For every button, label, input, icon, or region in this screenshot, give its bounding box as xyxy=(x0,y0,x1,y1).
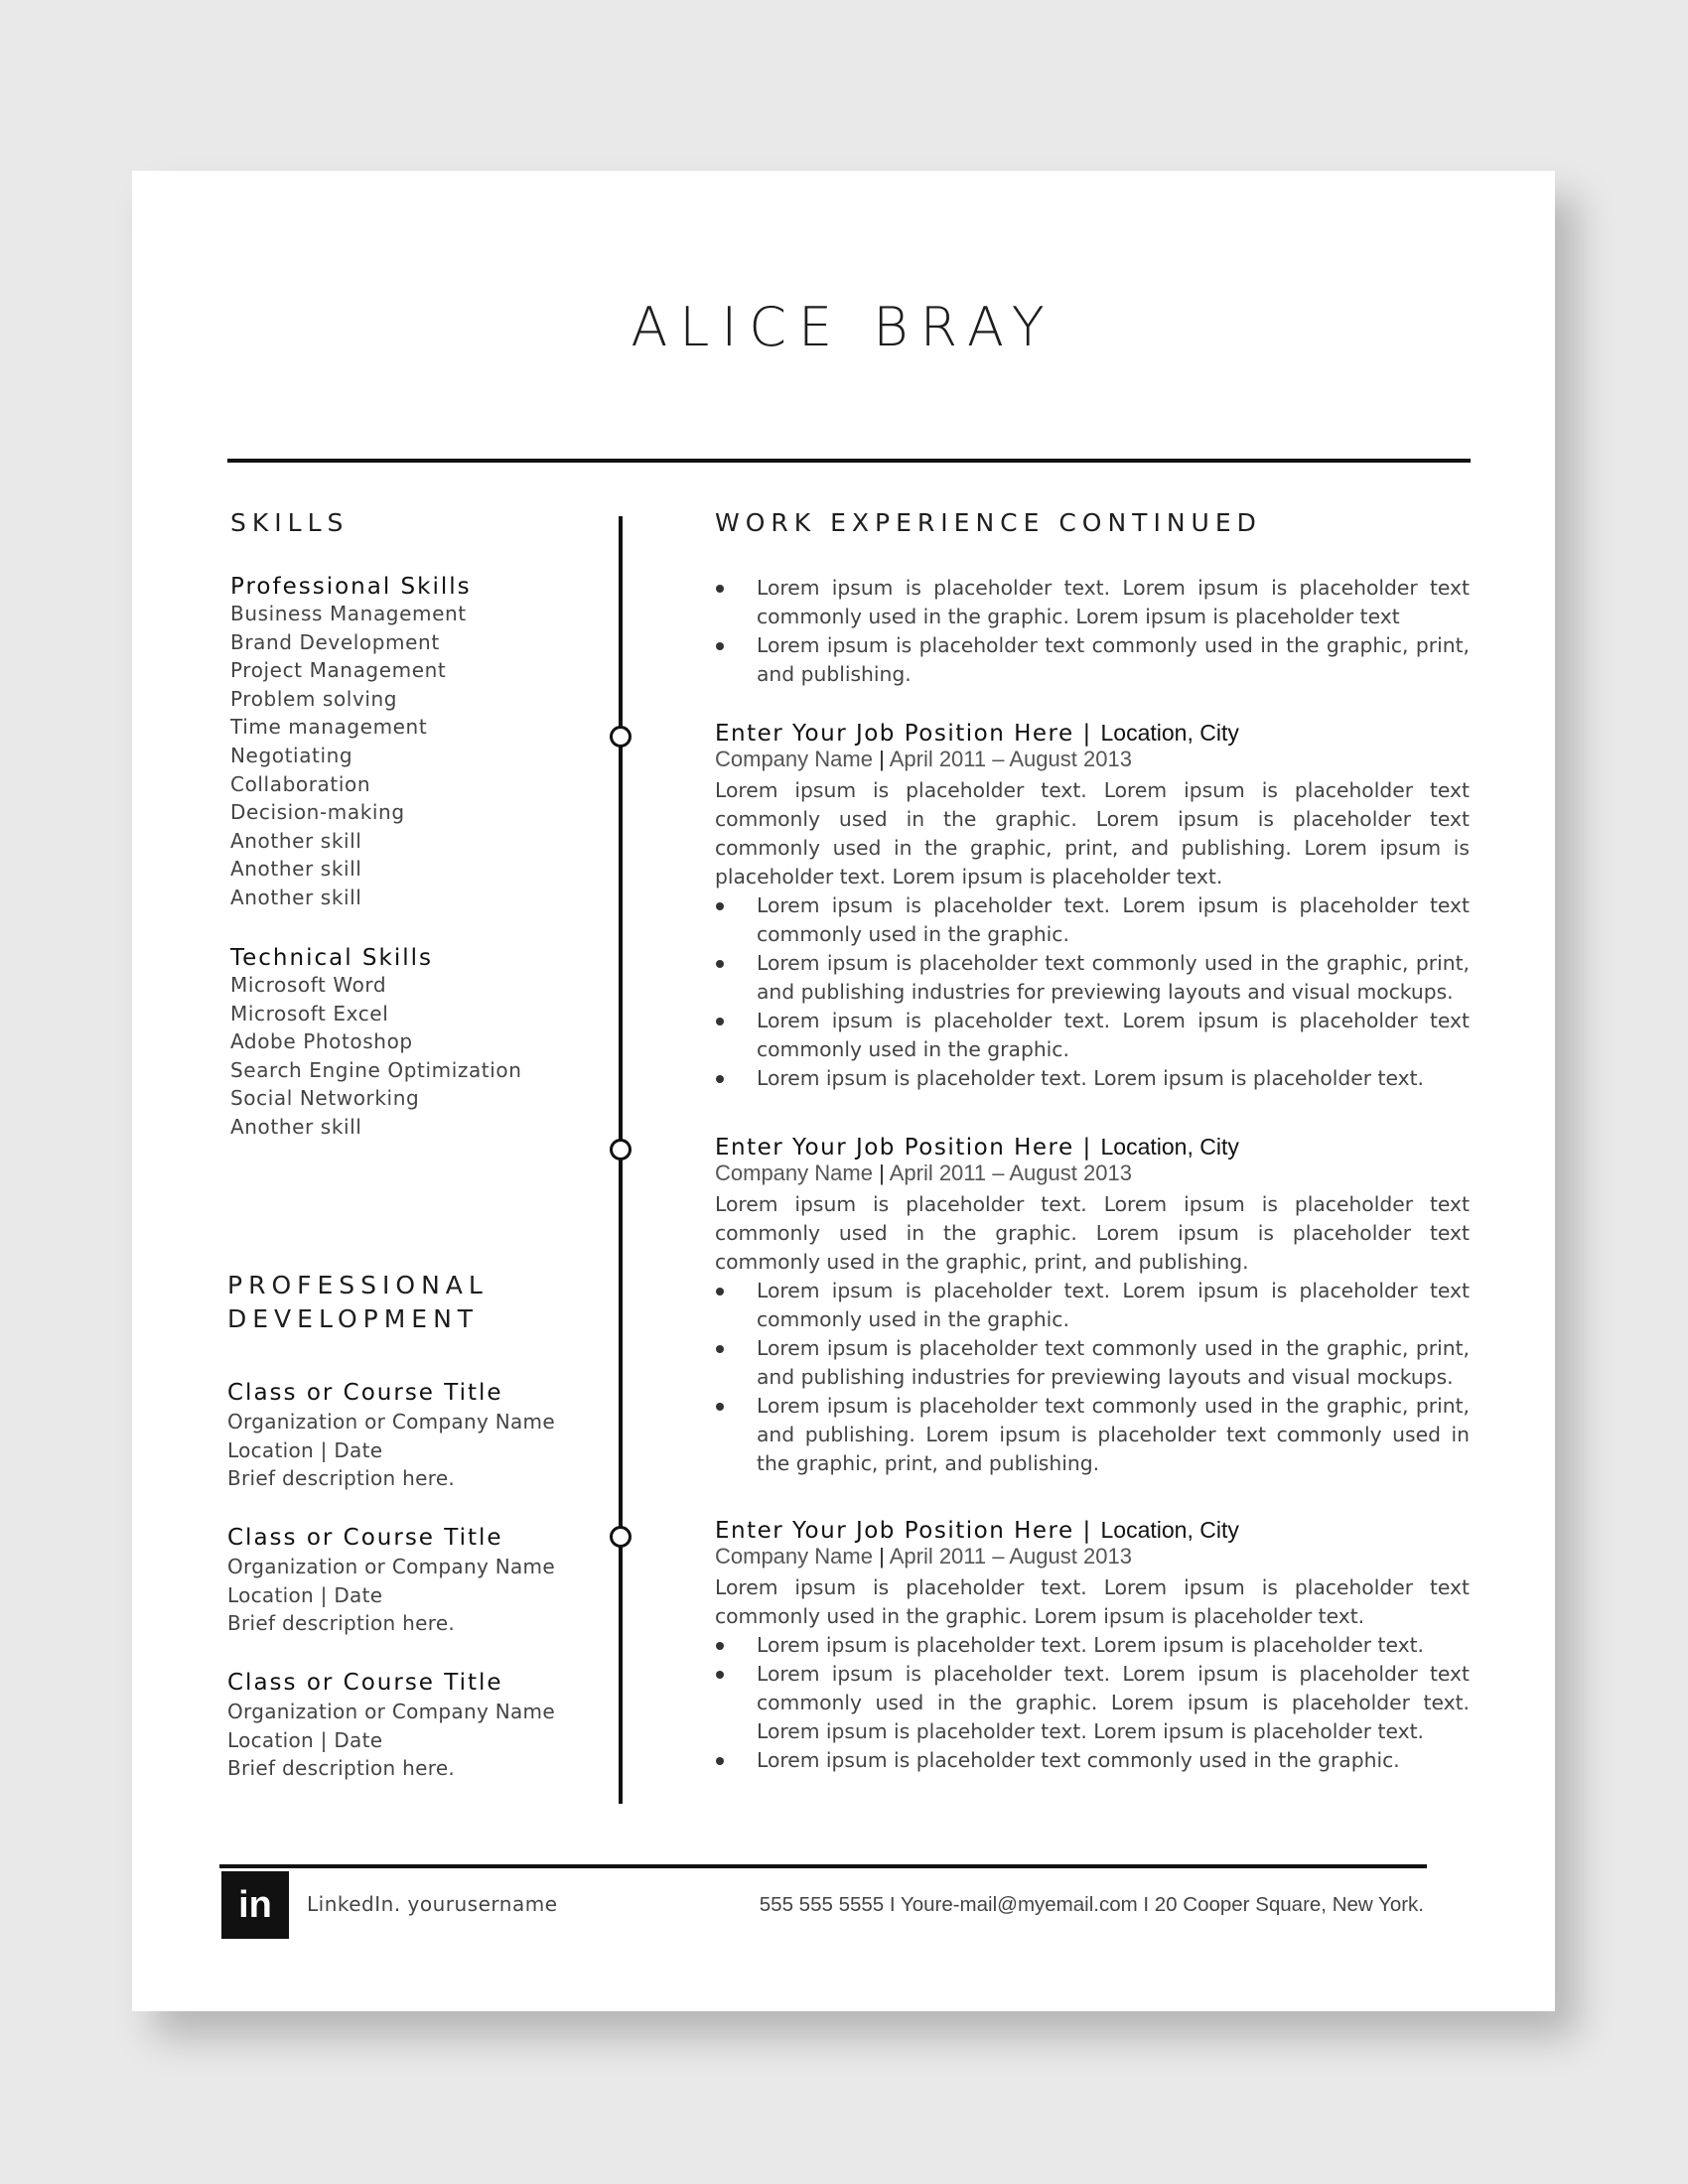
bullet-item: Lorem ipsum is placeholder text. Lorem ipsum is placeholder text commonly used in the graphic. xyxy=(715,1277,1470,1334)
skill-item: Collaboration xyxy=(230,771,371,796)
bullet-item: Lorem ipsum is placeholder text. Lorem ipsum is placeholder text. xyxy=(715,1064,1470,1093)
course-title: Class or Course Title xyxy=(227,1380,503,1406)
pd-heading-line: PROFESSIONAL xyxy=(227,1271,489,1299)
work-experience-heading: WORK EXPERIENCE CONTINUED xyxy=(715,508,1262,537)
company-name: Company Name xyxy=(715,1544,873,1569)
bullet-item: Lorem ipsum is placeholder text. Lorem ipsum is placeholder text commonly used in the graphic. xyxy=(715,1007,1470,1064)
job-subheading: Company Name | April 2011 – August 2013 xyxy=(715,747,1132,771)
bullet-item: Lorem ipsum is placeholder text commonly used in the graphic. xyxy=(715,1746,1470,1775)
job-dates: April 2011 – August 2013 xyxy=(889,1160,1132,1185)
job-summary: Lorem ipsum is placeholder text. Lorem ipsum is placeholder text commonly used in the graphic. Lorem ipsum is placeholder text commonly used in the graphic, print, and publishing. xyxy=(715,1192,1470,1274)
job-bullets xyxy=(715,1631,1470,1775)
job-location: Location, City xyxy=(1100,1134,1239,1160)
skill-item: Another skill xyxy=(230,1114,362,1139)
job-entry xyxy=(715,720,1470,1093)
timeline-node xyxy=(610,726,632,748)
bullet-item: Lorem ipsum is placeholder text. Lorem ipsum is placeholder text commonly used in the graphic. Lorem ipsum is placeholder text. Lorem ipsum is placeholder text. Lorem ipsum is placeholder text. xyxy=(715,1660,1470,1746)
course-title: Class or Course Title xyxy=(227,1525,503,1551)
skill-item: Negotiating xyxy=(230,743,353,767)
professional-skills-list xyxy=(230,600,472,912)
skills-heading: SKILLS xyxy=(230,508,350,537)
professional-skills-group xyxy=(230,574,472,912)
course-organization: Organization or Company Name xyxy=(227,1410,555,1433)
course-location-date: Location | Date xyxy=(227,1727,383,1752)
job-position: Enter Your Job Position Here xyxy=(715,1135,1074,1160)
technical-skills-group xyxy=(230,945,522,1142)
bullet-item: Lorem ipsum is placeholder text commonly used in the graphic, print, and publishing. Lorem ipsum is placeholder text commonly used in the graphic, print, and publishing. xyxy=(715,1392,1470,1478)
course-entry xyxy=(227,1525,555,1638)
job-location: Location, City xyxy=(1100,1517,1239,1543)
timeline-node xyxy=(610,1139,632,1160)
job-heading: Enter Your Job Position Here | Location, City xyxy=(715,1134,1239,1160)
skill-item: Decision-making xyxy=(230,800,405,825)
course-description: Brief description here. xyxy=(227,1611,456,1636)
technical-skills-title: Technical Skills xyxy=(230,945,433,971)
job-location: Location, City xyxy=(1100,720,1239,746)
bullet-item: Lorem ipsum is placeholder text. Lorem ipsum is placeholder text. xyxy=(715,1631,1470,1660)
course-title: Class or Course Title xyxy=(227,1670,503,1696)
linkedin-icon[interactable] xyxy=(221,1871,289,1939)
technical-skills-list xyxy=(230,971,522,1142)
skill-item: Another skill xyxy=(230,857,362,882)
skill-item: Problem solving xyxy=(230,686,398,711)
contact-info: 555 555 5555 I Youre-mail@myemail.com I 20 Cooper Square, New York. xyxy=(759,1893,1424,1916)
skill-item: Search Engine Optimization xyxy=(230,1057,522,1082)
job-summary: Lorem ipsum is placeholder text. Lorem ipsum is placeholder text commonly used in the graphic. Lorem ipsum is placeholder text commonly used in the graphic, print, and publishing. Lorem ipsum is placeholder text. Lorem ipsum is placeholder text. xyxy=(715,778,1470,888)
header-divider xyxy=(227,459,1471,463)
skill-item: Social Networking xyxy=(230,1086,420,1111)
course-description: Brief description here. xyxy=(227,1756,456,1781)
skill-item: Microsoft Excel xyxy=(230,1001,389,1025)
footer-divider xyxy=(219,1864,1427,1868)
linkedin-username[interactable]: LinkedIn. yourusername xyxy=(307,1892,558,1916)
job-position: Enter Your Job Position Here xyxy=(715,1518,1074,1544)
bullet-item: Lorem ipsum is placeholder text. Lorem ipsum is placeholder text commonly used in the graphic. Lorem ipsum is placeholder text xyxy=(715,574,1470,631)
timeline-node xyxy=(610,1526,632,1548)
job-heading: Enter Your Job Position Here | Location, City xyxy=(715,720,1239,747)
skill-item: Microsoft Word xyxy=(230,973,387,997)
course-location-date: Location | Date xyxy=(227,1582,383,1607)
job-entry xyxy=(715,1517,1470,1775)
bullet-item: Lorem ipsum is placeholder text commonly used in the graphic, print, and publishing industries for previewing layouts and visual mockups. xyxy=(715,1334,1470,1392)
course-location-date: Location | Date xyxy=(227,1437,383,1462)
course-organization: Organization or Company Name xyxy=(227,1700,555,1723)
linkedin-glyph: in xyxy=(238,1883,272,1926)
skill-item: Project Management xyxy=(230,658,447,683)
bullet-item: Lorem ipsum is placeholder text. Lorem ipsum is placeholder text commonly used in the graphic. xyxy=(715,891,1470,949)
resume-page xyxy=(132,171,1555,2011)
skill-item: Business Management xyxy=(230,602,467,625)
bullet-item: Lorem ipsum is placeholder text commonly used in the graphic, print, and publishing industries for previewing layouts and visual mockups. xyxy=(715,949,1470,1007)
job-bullets xyxy=(715,891,1470,1093)
professional-skills-title: Professional Skills xyxy=(230,574,472,600)
job-heading: Enter Your Job Position Here | Location, City xyxy=(715,1517,1239,1544)
skill-item: Time management xyxy=(230,715,428,740)
resume-name: ALICE BRAY xyxy=(631,296,1056,358)
job-dates: April 2011 – August 2013 xyxy=(889,1544,1132,1569)
course-organization: Organization or Company Name xyxy=(227,1555,555,1578)
pd-heading-line: DEVELOPMENT xyxy=(227,1304,480,1333)
job-subheading: Company Name | April 2011 – August 2013 xyxy=(715,1160,1132,1185)
skill-item: Another skill xyxy=(230,885,362,909)
course-entry xyxy=(227,1670,555,1783)
job-summary: Lorem ipsum is placeholder text. Lorem ipsum is placeholder text commonly used in the graphic. Lorem ipsum is placeholder text. xyxy=(715,1575,1470,1628)
bullet-item: Lorem ipsum is placeholder text commonly used in the graphic, print, and publishing. xyxy=(715,631,1470,689)
job-entry xyxy=(715,1134,1470,1478)
skill-item: Adobe Photoshop xyxy=(230,1029,413,1054)
course-entry xyxy=(227,1380,555,1493)
job-dates: April 2011 – August 2013 xyxy=(889,747,1132,771)
company-name: Company Name xyxy=(715,1160,873,1185)
job-bullets xyxy=(715,1277,1470,1478)
company-name: Company Name xyxy=(715,747,873,771)
intro-bullets xyxy=(715,574,1470,689)
professional-development-heading xyxy=(227,1269,489,1336)
job-position: Enter Your Job Position Here xyxy=(715,721,1074,747)
job-subheading: Company Name | April 2011 – August 2013 xyxy=(715,1544,1132,1569)
course-description: Brief description here. xyxy=(227,1466,456,1491)
skill-item: Brand Development xyxy=(230,629,440,654)
skill-item: Another skill xyxy=(230,828,362,853)
